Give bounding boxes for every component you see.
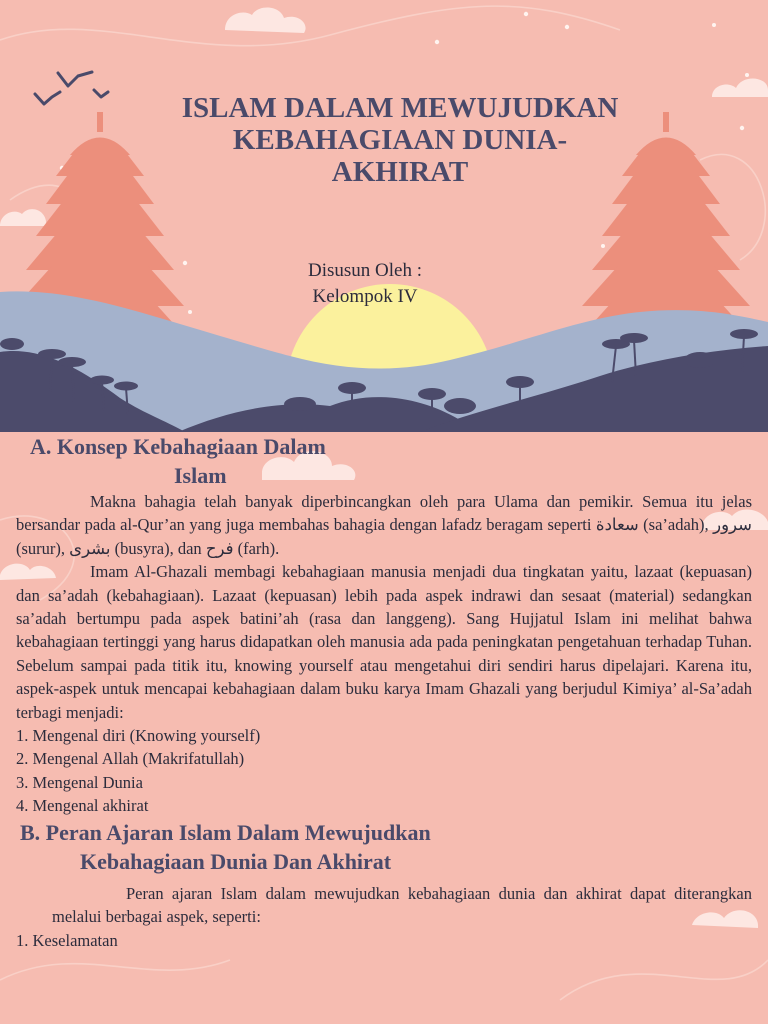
aspect-list bbox=[16, 929, 752, 952]
list-item: 4. Mengenal akhirat bbox=[16, 796, 149, 816]
title-line: AKHIRAT bbox=[331, 156, 469, 188]
title-line: ISLAM DALAM MEWUJUDKAN bbox=[181, 92, 619, 124]
group-name: Kelompok IV bbox=[312, 286, 418, 307]
list-item: 1. Mengenal diri (Knowing yourself) bbox=[16, 726, 261, 746]
document-title bbox=[120, 92, 680, 188]
paragraph: Makna bahagia telah banyak diperbincangkan oleh para Ulama dan pemikir. Semua itu jelas bersandar pada al-Qur’an yang juga membahas bahagia dengan lafadz beragam seperti سعادة (sa’adah), سرور (surur), بشرى (busyra), dan فرح (farh). bbox=[16, 492, 752, 558]
section-b-heading bbox=[16, 818, 752, 876]
paragraph: Peran ajaran Islam dalam mewujudkan kebahagiaan dunia dan akhirat dapat diterangkan melalui berbagai aspek, seperti: bbox=[52, 883, 752, 927]
list-item: 3. Mengenal Dunia bbox=[16, 772, 143, 792]
heading-line: Islam bbox=[174, 463, 227, 488]
heading-line: B. Peran Ajaran Islam Dalam Mewujudkan bbox=[20, 819, 431, 845]
document-body bbox=[16, 432, 752, 952]
author-block bbox=[250, 258, 480, 310]
heading-line: Kebahagiaan Dunia Dan Akhirat bbox=[80, 848, 392, 874]
title-line: KEBAHAGIAAN DUNIA- bbox=[232, 124, 568, 156]
bird-icon bbox=[35, 72, 108, 104]
paragraph: Imam Al-Ghazali membagi kebahagiaan manusia menjadi dua tingkatan yaitu, lazaat (kepuasan) dan sa’adah (kebahagiaan). Lazaat (kepuasan) lebih pada aspek indrawi dan sesaat (material) sedangkan sa’adah bertumpu pada aspek batini’ah (rasa dan langgeng). Sang Hujjatul Islam ini melihat bahwa kebahagiaan tertinggi yang harus didapatkan oleh manusia ada pada peningkatan pengetahuan terhadap Tuhan. Sebelum sampai pada titik itu, knowing yourself atau mengetahui diri sendiri harus dipelajari. Karena itu, aspek-aspek untuk mencapai kebahagiaan dalam buku karya Imam Ghazali yang berjudul Kimiya’ al-Sa’adah terbagi menjadi: bbox=[16, 562, 752, 722]
section-a-heading bbox=[16, 432, 752, 490]
list-item: 2. Mengenal Allah (Makrifatullah) bbox=[16, 749, 245, 769]
author-label: Disusun Oleh : bbox=[308, 260, 422, 281]
heading-line: A. Konsep Kebahagiaan Dalam bbox=[30, 434, 326, 459]
aspect-list bbox=[16, 724, 752, 818]
list-item: 1. Keselamatan bbox=[16, 930, 118, 950]
